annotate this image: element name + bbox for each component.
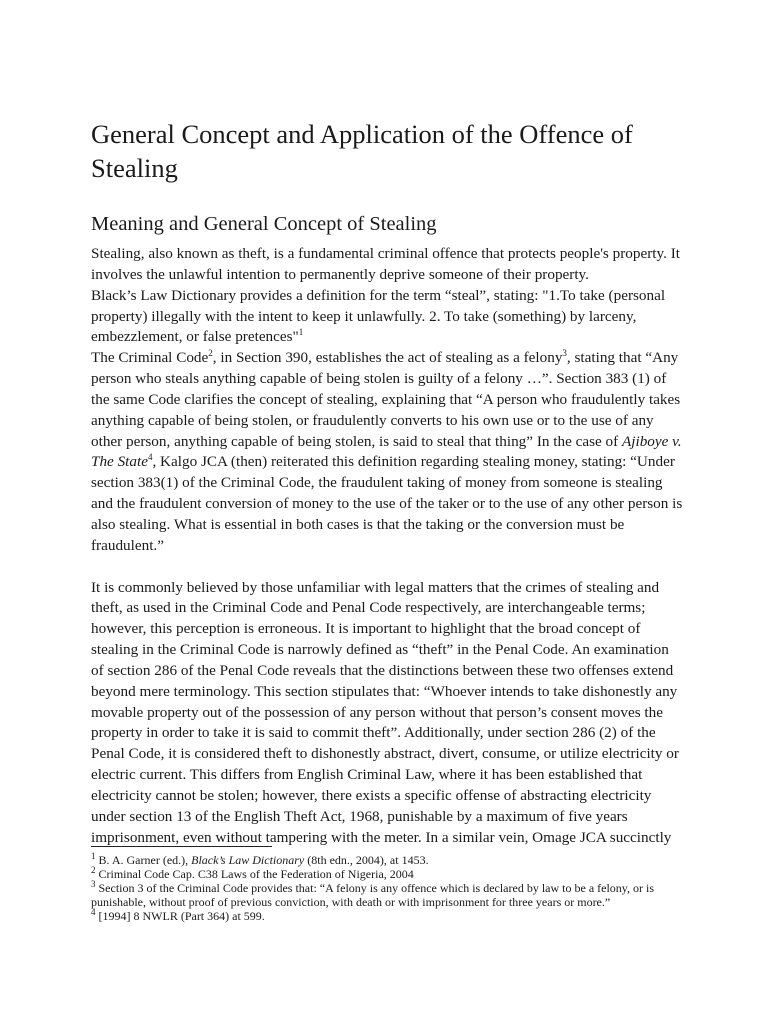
- footnote-ref-3: 3: [562, 348, 567, 359]
- footnote-2-number: 2: [91, 865, 96, 875]
- footnote-2: [91, 867, 683, 881]
- footnote-ref-2: 2: [208, 348, 213, 359]
- footnote-1: [91, 853, 683, 867]
- section-heading: Meaning and General Concept of Stealing: [91, 213, 437, 235]
- criminal-code-text-a: The Criminal Code: [91, 349, 209, 367]
- paragraph-blacks-law-text: Black’s Law Dictionary provides a definition for the term “steal”, stating: "1.To take (personal property) illegally with the intent to keep it unlawfully. 2. To take (something) by larceny, embezzlement, or false pretences": [91, 286, 666, 346]
- footnote-3-number: 3: [91, 879, 96, 889]
- footnote-1-number: 1: [91, 851, 96, 861]
- footnote-divider: [91, 846, 272, 847]
- footnote-1-post: (8th edn., 2004), at 1453.: [304, 853, 429, 867]
- case-name: Ajiboye v. The State: [91, 432, 682, 471]
- body-text: [91, 244, 683, 848]
- footnote-ref-1: 1: [298, 327, 304, 338]
- paragraph-intro: [91, 244, 683, 286]
- footnote-4-number: 4: [91, 907, 96, 917]
- document-title: General Concept and Application of the Offence of Stealing: [91, 119, 633, 183]
- footnote-2-text: Criminal Code Cap. C38 Laws of the Federation of Nigeria, 2004: [95, 867, 414, 881]
- footnote-4-text: [1994] 8 NWLR (Part 364) at 599.: [95, 909, 265, 923]
- paragraph-blacks-law: [91, 286, 683, 349]
- paragraph-criminal-code: [91, 348, 683, 556]
- criminal-code-text-b: , in Section 390, establishes the act of stealing as a felony: [212, 349, 563, 367]
- criminal-code-text-c: , stating that “Any person who steals anything capable of being stolen is guilty of a felony …”. Section 383 (1) of the same Code clarifies the concept of stealing, explaining that “A person who fraudulently takes anything capable of being stolen, or fraudulently converts to his own use or to the use of any other person, anything capable of being stolen, is said to steal that thing” In the case of: [91, 349, 681, 450]
- footnote-1-title: Black’s Law Dictionary: [191, 853, 305, 867]
- paragraph-penal-code: [91, 578, 683, 849]
- footnote-ref-4: 4: [147, 452, 153, 463]
- paragraph-intro-text: Stealing, also known as theft, is a fundamental criminal offence that protects people's property. It involves the unlawful intention to permanently deprive someone of their property.: [91, 245, 680, 283]
- footnote-4: [91, 909, 683, 923]
- footnote-3: [91, 881, 683, 909]
- footnotes: [91, 853, 683, 923]
- footnote-1-pre: B. A. Garner (ed.),: [95, 853, 192, 867]
- footnote-3-text: Section 3 of the Criminal Code provides that: “A felony is any offence which is declared by law to be a felony, or is punishable, without proof of previous conviction, with death or with imprisonment for three years or more.”: [91, 881, 655, 909]
- paragraph-penal-code-text: It is commonly believed by those unfamiliar with legal matters that the crimes of stealing and theft, as used in the Criminal Code and Penal Code respectively, are interchangeable terms; however, this perception is erroneous. It is important to highlight that the broad concept of stealing in the Criminal Code is narrowly defined as “theft” in the Penal Code. An examination of section 286 of the Penal Code reveals that the distinctions between these two offenses extend beyond mere terminology. This section stipulates that: “Whoever intends to take dishonestly any movable property out of the possession of any person without that person’s consent moves the property in order to take it is said to commit theft”. Additionally, under section 286 (2) of the Penal Code, it is considered theft to dishonestly abstract, divert, consume, or utilize electricity or electric current. This differs from English Criminal Law, where it has been established that electricity cannot be stolen; however, there exists a specific offense of abstracting electricity under section 13 of the English Theft Act, 1968, punishable by a maximum of five years imprisonment, even without tampering with the meter. In a similar vein, Omage JCA succinctly: [91, 578, 679, 846]
- criminal-code-text-d: , Kalgo JCA (then) reiterated this definition regarding stealing money, stating: “Under section 383(1) of the Criminal Code, the fraudulent taking of money from someone is stealing and the fraudulent conversion of money to the use of the taker or to the use of any other person is also stealing. What is essential in both cases is that the taking or the conversion must be fraudulent.”: [91, 453, 683, 554]
